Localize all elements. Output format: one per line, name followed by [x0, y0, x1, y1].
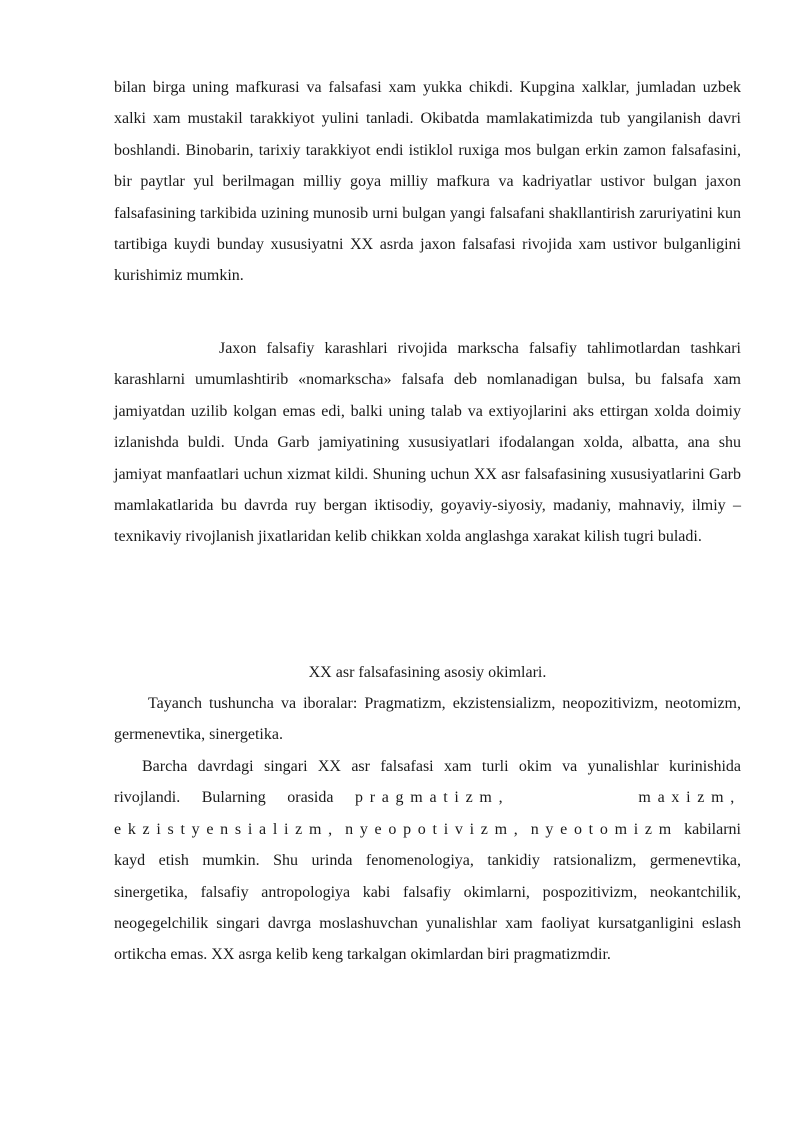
- paragraph-3-start: Barcha davrdagi singari XX asr falsafasi xam turli okim va yunalishlar kurinishida rivojlandi. Bularning orasida: [114, 758, 741, 807]
- paragraph-3: [114, 751, 741, 971]
- term-maxizm: maxizm,: [638, 789, 742, 807]
- paragraph-1: bilan birga uning mafkurasi va falsafasi xam yukka chikdi. Kupgina xalklar, jumladan uzbek xalki xam mustakil tarakkiyot yulini tanladi. Okibatda mamlakatimizda tub yangilanish davri boshlandi. Binobarin, tarixiy tarakkiyot endi istiklol ruxiga mos bulgan erkin zamon falsafasini, bir paytlar yul berilmagan milliy goya milliy mafkura va kadriyatlar ustivor bulgan jaxon falsafasining tarkibida uzining munosib urni bulgan yangi falsafani shakllantirish zaruriyatini kun tartibiga kuydi bunday xususiyatni XX asrda jaxon falsafasi rivojida xam ustivor bulganligini kurishimiz mumkin.: [114, 79, 741, 285]
- paragraph-3-end: kabilarni kayd etish mumkin. Shu urinda fenomenologiya, tankidiy ratsionalizm, germenevtika, sinergetika, falsafiy antropologiya kabi falsafiy okimlarni, pospozitivizm, neokantchilik, neogegelchilik singari davrga moslashuvchan yunalishlar xam faoliyat kursatganligini eslash ortikcha emas. XX asrga kelib keng tarkalgan okimlardan biri pragmatizmdir.: [114, 820, 741, 964]
- paragraph-2: Jaxon falsafiy karashlari rivojida markscha falsafiy tahlimotlardan tashkari karashlarni umumlashtirib «nomarkscha» falsafa deb nomlanadigan bulsa, bu falsafa xam jamiyatdan uzilib kolgan emas edi, balki uning talab va extiyojlarini aks ettirgan xolda doimiy izlanishda buldi. Unda Garb jamiyatining xususiyatlari ifodalangan xolda, albatta, ana shu jamiyat manfaatlari uchun xizmat kildi. Shuning uchun XX asr falsafasining xususiyatlarini Garb mamlakatlarida bu davrda ruy bergan iktisodiy, goyaviy-siyosiy, madaniy, mahnaviy, ilmiy – texnikaviy rivojlanish jixatlaridan kelib chikkan xolda anglashga xarakat kilish tugri buladi.: [114, 340, 741, 546]
- term-neopozitivizm: nyeopotivizm,: [345, 820, 525, 838]
- section-heading: XX asr falsafasining asosiy okimlari.: [308, 664, 547, 681]
- keywords-line: Tayanch tushuncha va iboralar: Pragmatizm, ekzistensializm, neopozitivizm, neotomizm, germenevtika, sinergetika.: [114, 695, 741, 744]
- term-pragmatizm: pragmatizm,: [354, 789, 510, 807]
- term-ekzistensializm: ekzistyensializm,: [114, 820, 339, 838]
- term-neotomizm: nyeotomizm: [530, 820, 678, 838]
